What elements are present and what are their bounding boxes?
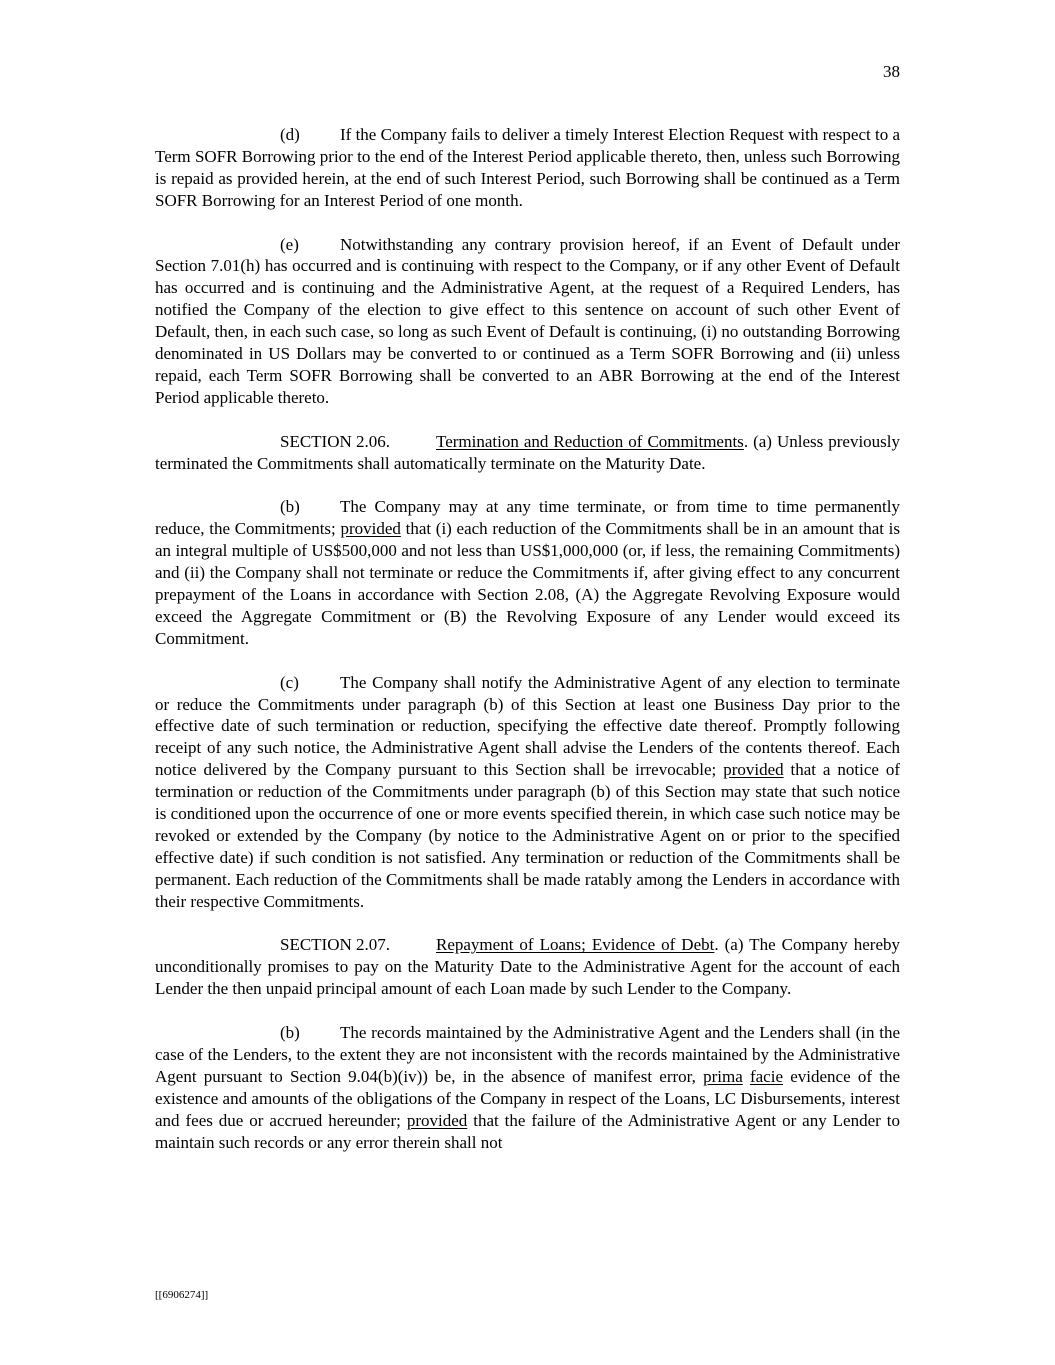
paragraph-label: (e) <box>280 234 299 254</box>
paragraph-text: that the failure of the Administrative Agent or any Lender to maintain such records or any error therein shall not <box>155 1110 900 1152</box>
facie-term: facie <box>749 1066 783 1086</box>
paragraph-e <box>155 234 900 409</box>
page-number: 38 <box>883 62 900 81</box>
paragraph-d <box>155 124 900 212</box>
section-2-07-heading <box>155 934 900 1000</box>
paragraph-text: If the Company fails to deliver a timely Interest Election Request with respect to a Term SOFR Borrowing prior to the end of the Interest Period applicable thereto, then, unless such Borrowing is repaid as provided herein, at the end of such Interest Period, such Borrowing shall be continued as a Term SOFR Borrowing for an Interest Period of one month. <box>155 125 900 210</box>
section-number: SECTION 2.07. <box>280 935 391 955</box>
provided-term: provided <box>723 760 784 780</box>
paragraph-text: The Company shall notify the Administrative Agent of any election to terminate or reduce the Commitments under paragraph (b) of this Section at least one Business Day prior to the effective date of such termination or reduction, specifying the effective date thereof. Promptly following receipt of any such notice, the Administrative Agent shall advise the Lenders of the contents thereof. Each notice delivered by the Company pursuant to this Section shall be irrevocable; <box>155 672 900 780</box>
paragraph-text: that (i) each reduction of the Commitments shall be in an amount that is an integral multiple of US$500,000 and not less than US$1,000,000 (or, if less, the remaining Commitments) and (ii) the Company shall not terminate or reduce the Commitments if, after giving effect to any concurrent prepayment of the Loans in accordance with Section 2.08, (A) the Aggregate Revolving Exposure would exceed the Aggregate Commitment or (B) the Revolving Exposure of any Lender would exceed its Commitment. <box>155 519 900 648</box>
paragraph-text: that a notice of termination or reduction of the Commitments under paragraph (b) of this Section may state that such notice is conditioned upon the occurrence of one or more events specified therein, in which case such notice may be revoked or extended by the Company (by notice to the Administrative Agent on or prior to the specified effective date) if such condition is not satisfied. Any termination or reduction of the Commitments shall be permanent. Each reduction of the Commitments shall be made ratably among the Lenders in accordance with their respective Commitments. <box>155 760 900 911</box>
document-id: [[6906274]] <box>155 1289 209 1301</box>
section-text: . (a) Unless previously terminated the Commitments shall automatically terminate on the Maturity Date. <box>155 431 901 473</box>
document-body <box>155 124 900 1175</box>
paragraph-text: evidence of the existence and amounts of the obligations of the Company in respect of the Loans, LC Disbursements, interest and fees due or accrued hereunder; <box>155 1066 900 1130</box>
paragraph-2-06-b <box>155 496 900 649</box>
paragraph-label: (b) <box>280 497 300 517</box>
section-title: Repayment of Loans; Evidence of Debt <box>436 935 715 955</box>
paragraph-text: The records maintained by the Administrative Agent and the Lenders shall (in the case of the Lenders, to the extent they are not inconsistent with the records maintained by the Administrative Agent pursuant to Section 9.04(b)(iv)) be, in the absence of manifest error, <box>155 1023 900 1086</box>
provided-term: provided <box>340 519 401 539</box>
section-number: SECTION 2.06. <box>280 431 391 451</box>
paragraph-label: (d) <box>280 125 300 144</box>
paragraph-2-06-c <box>155 672 900 913</box>
prima-term: prima <box>703 1066 743 1086</box>
section-title: Termination and Reduction of Commitments <box>436 431 744 451</box>
paragraph-label: (b) <box>280 1023 300 1043</box>
provided-term: provided <box>406 1110 468 1130</box>
paragraph-2-07-b <box>155 1022 900 1153</box>
paragraph-label: (c) <box>280 672 299 692</box>
paragraph-text: The Company may at any time terminate, or from time to time permanently reduce, the Commitments; <box>155 497 900 539</box>
section-2-06-heading <box>155 431 900 475</box>
paragraph-text: Notwithstanding any contrary provision hereof, if an Event of Default under Section 7.01(h) has occurred and is continuing with respect to the Company, or if any other Event of Default has occurred and is continuing and the Administrative Agent, at the request of a Required Lenders, has notified the Company of the election to give effect to this sentence on account of such other Event of Default, then, in each such case, so long as such Event of Default is continuing, (i) no outstanding Borrowing denominated in US Dollars may be converted to or continued as a Term SOFR Borrowing and (ii) unless repaid, each Term SOFR Borrowing shall be converted to an ABR Borrowing at the end of the Interest Period applicable thereto. <box>155 234 900 407</box>
section-text: . (a) The Company hereby unconditionally promises to pay on the Maturity Date to the Administrative Agent for the account of each Lender the then unpaid principal amount of each Loan made by such Lender to the Company. <box>155 935 900 999</box>
